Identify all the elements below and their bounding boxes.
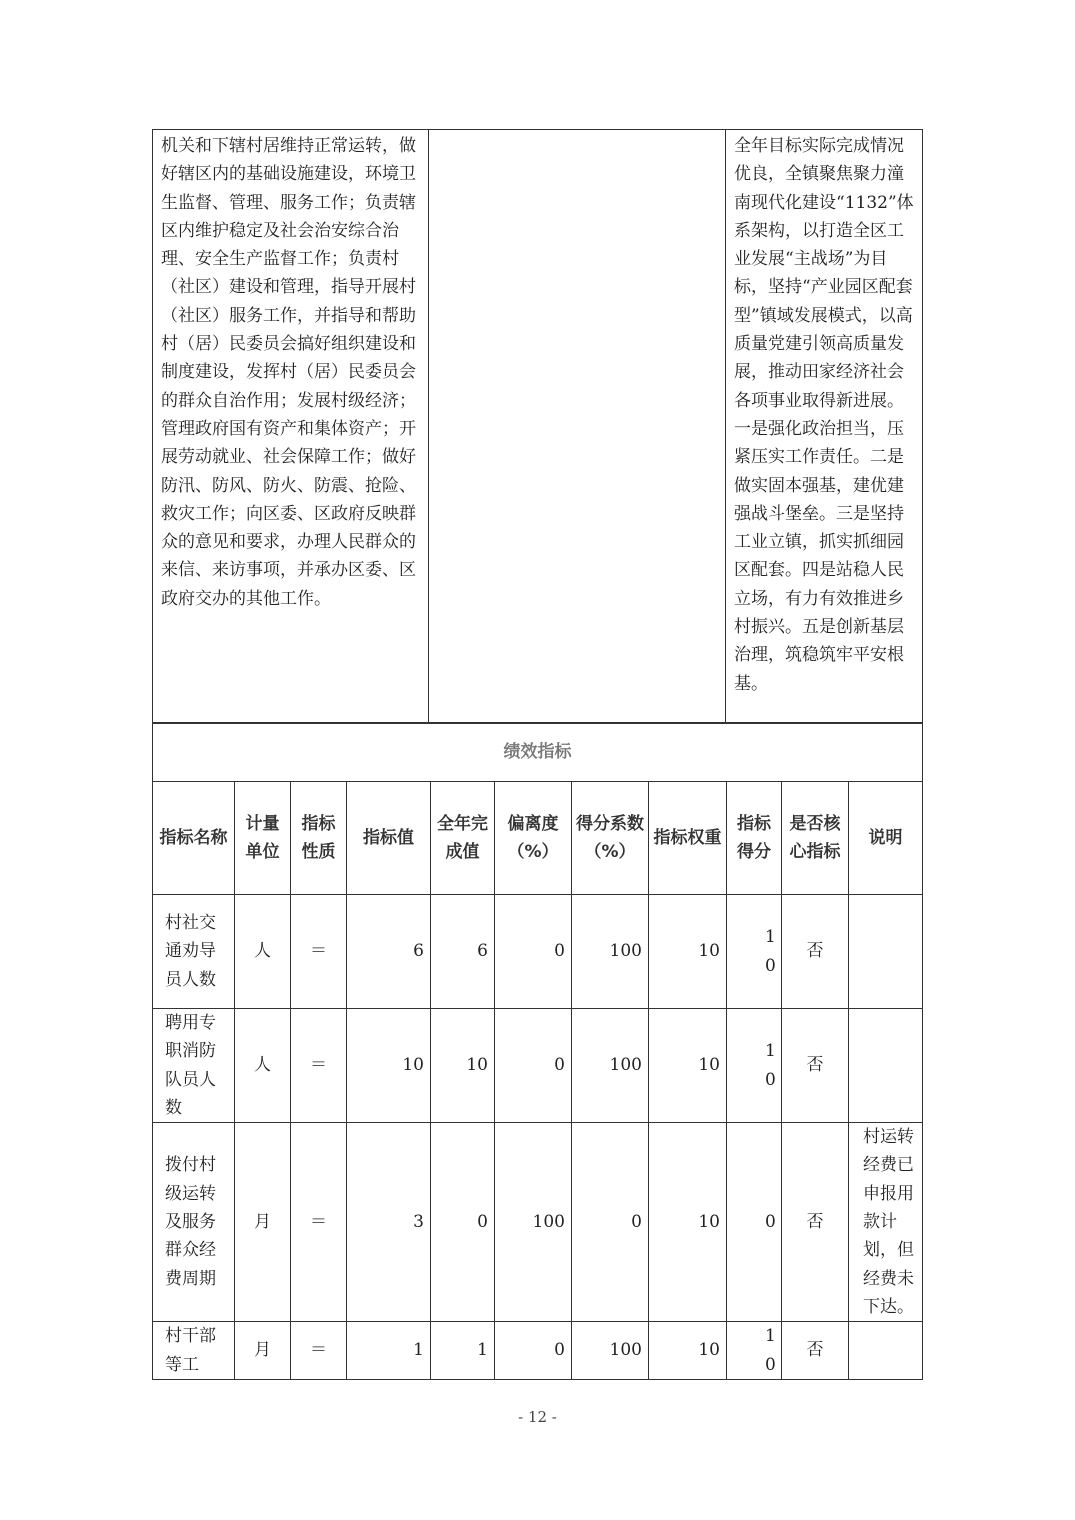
metric-core: 否 bbox=[782, 895, 849, 1009]
metric-note bbox=[849, 1009, 923, 1123]
metric-coef: 100 bbox=[572, 895, 649, 1009]
metric-target: 3 bbox=[347, 1123, 431, 1322]
metric-core: 否 bbox=[782, 1123, 849, 1322]
metric-note bbox=[849, 895, 923, 1009]
metric-target: 10 bbox=[347, 1009, 431, 1123]
metric-name: 村社交通劝导员人数 bbox=[153, 895, 235, 1009]
header-actual: 全年完成值 bbox=[431, 782, 495, 895]
metric-score: 10 bbox=[765, 927, 776, 976]
metric-nature: ＝ bbox=[291, 1009, 347, 1123]
metric-unit: 月 bbox=[235, 1123, 291, 1322]
header-weight: 指标权重 bbox=[649, 782, 727, 895]
section-title: 绩效指标 bbox=[153, 723, 923, 782]
metric-actual: 6 bbox=[431, 895, 495, 1009]
completion-summary: 全年目标实际完成情况优良，全镇聚焦聚力潼南现代化建设“1132”体系架构，以打造全区工业发展“主战场”为目标，坚持“产业园区配套型”镇域发展模式，以高质量党建引领高质量发展，推动田家经济社会各项事业取得新进展。一是强化政治担当，压紧压实工作责任。二是做实固本强基，建优建强战斗堡垒。三是坚持工业立镇，抓实抓细园区配套。四是站稳人民立场，有力有效推进乡村振兴。五是创新基层治理，筑稳筑牢平安根基。 bbox=[726, 130, 923, 724]
metric-unit: 人 bbox=[235, 895, 291, 1009]
metric-weight: 10 bbox=[649, 1009, 727, 1123]
metric-weight: 10 bbox=[649, 1322, 727, 1380]
header-row bbox=[153, 782, 923, 895]
metric-core: 否 bbox=[782, 1322, 849, 1380]
metric-actual: 1 bbox=[431, 1322, 495, 1380]
metric-weight: 10 bbox=[649, 1123, 727, 1322]
header-score: 指标得分 bbox=[727, 782, 782, 895]
metric-core: 否 bbox=[782, 1009, 849, 1123]
metric-deviation: 0 bbox=[495, 895, 572, 1009]
metric-score: 10 bbox=[765, 1326, 776, 1375]
metric-name: 拨付村级运转及服务群众经费周期 bbox=[153, 1123, 235, 1322]
page-number: - 12 - bbox=[518, 1408, 557, 1426]
metric-unit: 月 bbox=[235, 1322, 291, 1380]
metric-name: 聘用专职消防队员人数 bbox=[153, 1009, 235, 1123]
header-core: 是否核心指标 bbox=[782, 782, 849, 895]
duties-table bbox=[152, 129, 923, 724]
metric-score: 0 bbox=[765, 1212, 776, 1233]
metric-deviation: 0 bbox=[495, 1009, 572, 1123]
metric-target: 1 bbox=[347, 1322, 431, 1380]
metric-deviation: 100 bbox=[495, 1123, 572, 1322]
table-row bbox=[153, 1322, 923, 1380]
metric-score: 10 bbox=[765, 1041, 776, 1090]
metric-coef: 100 bbox=[572, 1009, 649, 1123]
header-nature: 指标性质 bbox=[291, 782, 347, 895]
metric-coef: 100 bbox=[572, 1322, 649, 1380]
metric-actual: 0 bbox=[431, 1123, 495, 1322]
metric-note: 村运转经费已申报用款计划，但经费未下达。 bbox=[849, 1123, 923, 1322]
header-note: 说明 bbox=[849, 782, 923, 895]
metric-nature: ＝ bbox=[291, 895, 347, 1009]
header-name: 指标名称 bbox=[153, 782, 235, 895]
metric-note bbox=[849, 1322, 923, 1380]
table-row bbox=[153, 895, 923, 1009]
performance-metrics-table bbox=[152, 722, 923, 1380]
duties-text: 机关和下辖村居维持正常运转，做好辖区内的基础设施建设，环境卫生监督、管理、服务工作；负责辖区内维护稳定及社会治安综合治理、安全生产监督工作；负责村（社区）建设和管理，指导开展村（社区）服务工作，并指导和帮助村（居）民委员会搞好组织建设和制度建设，发挥村（居）民委员会的群众自治作用；发展村级经济；管理政府国有资产和集体资产；开展劳动就业、社会保障工作；做好防汛、防风、防火、防震、抢险、救灾工作；向区委、区政府反映群众的意见和要求，办理人民群众的来信、来访事项，并承办区委、区政府交办的其他工作。 bbox=[153, 130, 429, 724]
metric-target: 6 bbox=[347, 895, 431, 1009]
header-unit: 计量单位 bbox=[235, 782, 291, 895]
blank-cell bbox=[429, 130, 726, 724]
metric-weight: 10 bbox=[649, 895, 727, 1009]
table-row bbox=[153, 1009, 923, 1123]
header-coef: 得分系数（%） bbox=[572, 782, 649, 895]
metric-unit: 人 bbox=[235, 1009, 291, 1123]
metric-nature: ＝ bbox=[291, 1322, 347, 1380]
metric-actual: 10 bbox=[431, 1009, 495, 1123]
metric-coef: 0 bbox=[572, 1123, 649, 1322]
header-target: 指标值 bbox=[347, 782, 431, 895]
table-row bbox=[153, 1123, 923, 1322]
metric-nature: ＝ bbox=[291, 1123, 347, 1322]
metric-name: 村干部等工 bbox=[153, 1322, 235, 1380]
header-deviation: 偏离度（%） bbox=[495, 782, 572, 895]
metric-deviation: 0 bbox=[495, 1322, 572, 1380]
